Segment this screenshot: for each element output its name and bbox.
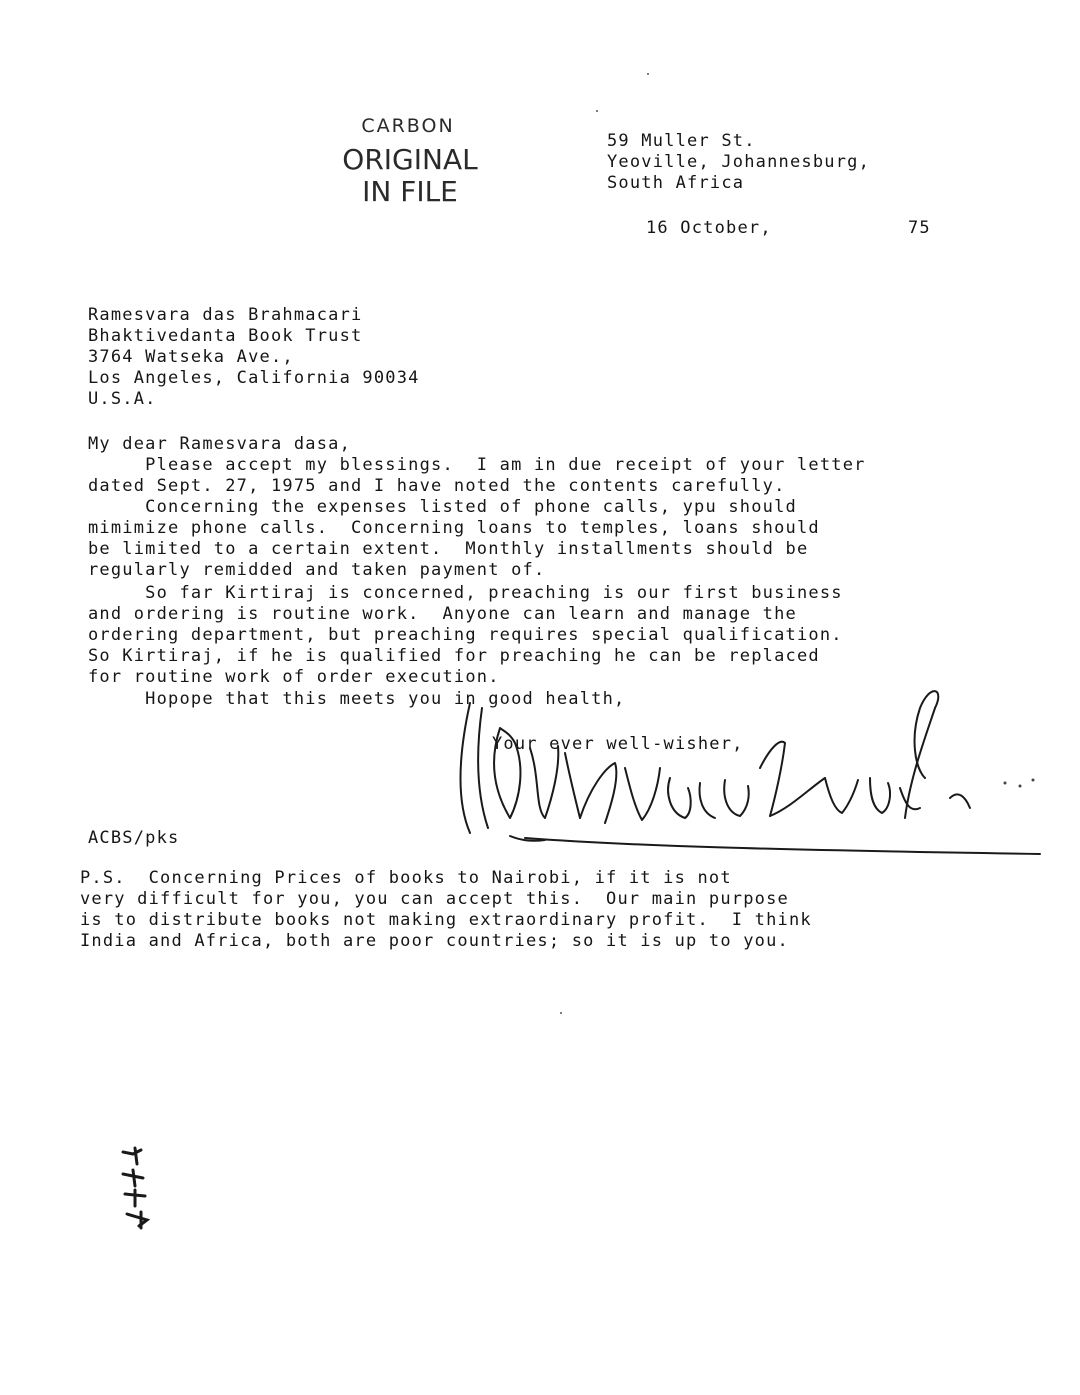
- margin-archive-mark: [113, 1142, 173, 1232]
- sender-address-line2: Yeoville, Johannesburg,: [607, 152, 871, 172]
- body-line-3: Concerning the expenses listed of phone calls, ypu should: [88, 497, 797, 517]
- reference-initials: ACBS/pks: [88, 828, 180, 848]
- postscript-line-4: India and Africa, both are poor countries; so it is up to you.: [80, 931, 789, 951]
- recipient-line5: U.S.A.: [88, 389, 157, 409]
- body-line-8: and ordering is routine work. Anyone can learn and manage the: [88, 604, 797, 624]
- closing: Your ever well-wisher,: [492, 734, 744, 754]
- sender-address-line1: 59 Muller St.: [607, 131, 756, 151]
- body-line-4: mimimize phone calls. Concerning loans to temples, loans should: [88, 518, 820, 538]
- sender-address-line3: South Africa: [607, 173, 745, 193]
- recipient-address: [88, 305, 420, 410]
- sender-address: [607, 131, 870, 194]
- body-line-5: be limited to a certain extent. Monthly installments should be: [88, 539, 809, 559]
- body-line-9: ordering department, but preaching requires special qualification.: [88, 625, 843, 645]
- stamp-in-file: IN FILE: [362, 175, 458, 208]
- postscript-line-1: P.S. Concerning Prices of books to Nairobi, if it is not: [80, 868, 732, 888]
- body-line-1: Please accept my blessings. I am in due receipt of your letter: [88, 455, 866, 475]
- postscript-line-3: is to distribute books not making extraordinary profit. I think: [80, 910, 812, 930]
- body-line-12: Hopope that this meets you in good health,: [88, 689, 626, 709]
- body-line-11: for routine work of order execution.: [88, 667, 500, 687]
- scan-speck: [560, 1012, 562, 1014]
- recipient-line4: Los Angeles, California 90034: [88, 368, 420, 388]
- letter-date: 16 October,: [646, 218, 772, 238]
- body-line-6: regularly remidded and taken payment of.: [88, 560, 546, 580]
- handwritten-signature: [430, 668, 1070, 868]
- stamp-carbon: CARBON: [361, 115, 455, 137]
- postscript-line-2: very difficult for you, you can accept this. Our main purpose: [80, 889, 789, 909]
- salutation: My dear Ramesvara dasa,: [88, 434, 352, 454]
- recipient-line2: Bhaktivedanta Book Trust: [88, 326, 363, 346]
- body-line-10: So Kirtiraj, if he is qualified for preaching he can be replaced: [88, 646, 820, 666]
- recipient-line1: Ramesvara das Brahmacari: [88, 305, 363, 325]
- scan-speck: [647, 73, 649, 75]
- body-line-2: dated Sept. 27, 1975 and I have noted the contents carefully.: [88, 476, 786, 496]
- letter-year: 75: [908, 218, 931, 238]
- recipient-line3: 3764 Watseka Ave.,: [88, 347, 294, 367]
- stamp-original: ORIGINAL: [342, 143, 478, 176]
- body-line-7: So far Kirtiraj is concerned, preaching is our first business: [88, 583, 843, 603]
- scan-speck: [596, 110, 598, 112]
